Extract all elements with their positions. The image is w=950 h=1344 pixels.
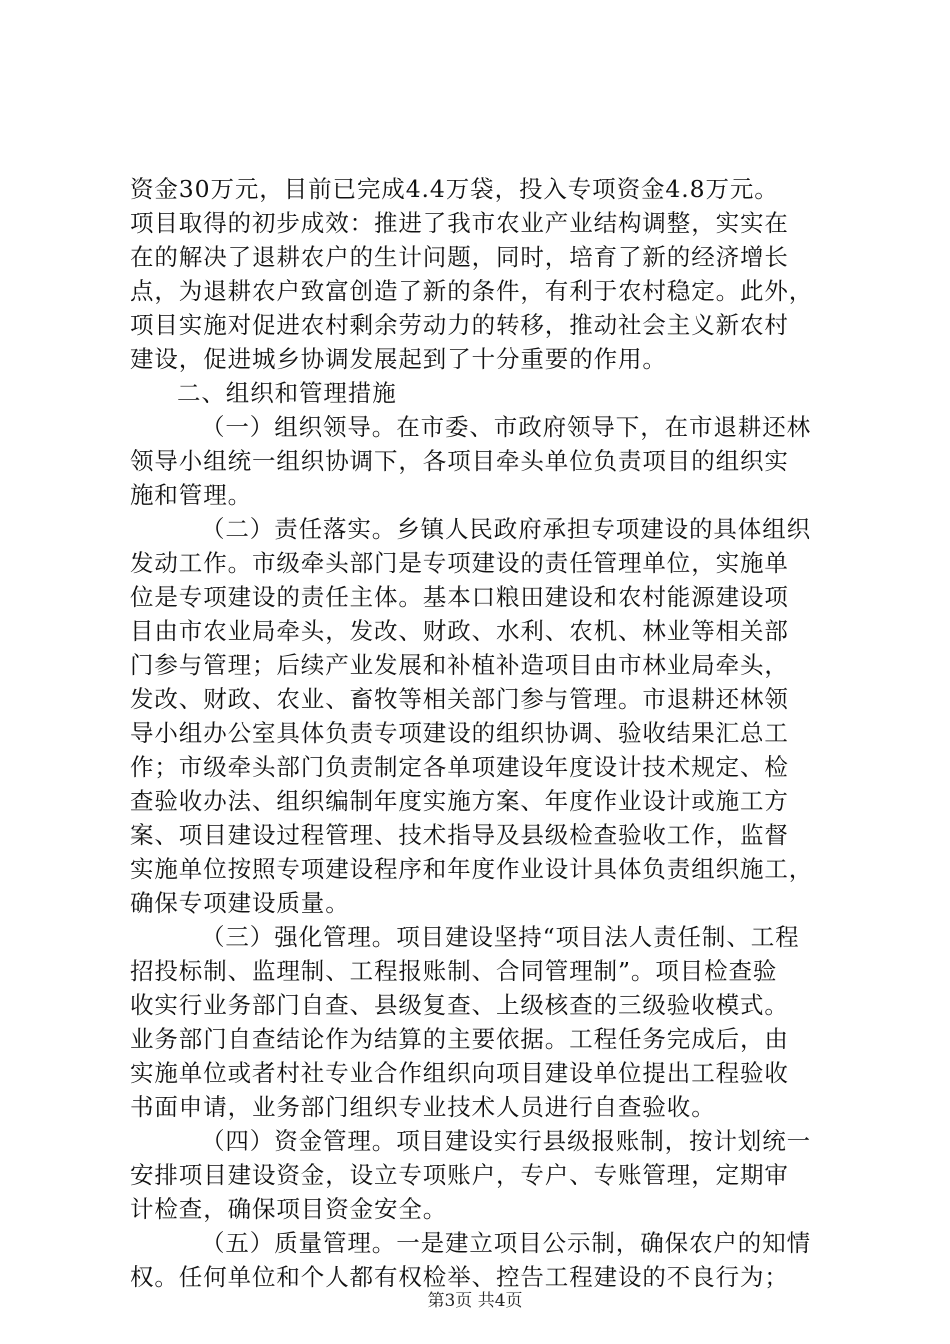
document-body xyxy=(130,172,836,1294)
text-line: 实施单位按照专项建设程序和年度作业设计具体负责组织施工， xyxy=(130,855,814,883)
text-line: 权。任何单位和个人都有权检举、控告工程建设的不良行为； xyxy=(130,1263,789,1291)
paragraph-first-line: （二）责任落实。乡镇人民政府承担专项建设的具体组织 xyxy=(201,515,811,543)
text-line: 作；市级牵头部门负责制定各单项建设年度设计技术规定、检 xyxy=(130,753,789,781)
text-line: 招投标制、监理制、工程报账制、合同管理制”。项目检查验 xyxy=(130,957,778,985)
text-line: 目由市农业局牵头，发改、财政、水利、农机、林业等相关部 xyxy=(130,617,789,645)
text-line: 实施单位或者村社专业合作组织向项目建设单位提出工程验收 xyxy=(130,1059,789,1087)
text-line: 确保专项建设质量。 xyxy=(130,889,350,917)
text-line: 项目取得的初步成效：推进了我市农业产业结构调整，实实在 xyxy=(130,209,789,237)
text-line: 收实行业务部门自查、县级复查、上级核查的三级验收模式。 xyxy=(130,991,789,1019)
text-line: 书面申请，业务部门组织专业技术人员进行自查验收。 xyxy=(130,1093,716,1121)
paragraph-first-line: （一）组织领导。在市委、市政府领导下，在市退耕还林 xyxy=(201,413,811,441)
text-line: 门参与管理；后续产业发展和补植补造项目由市林业局牵头， xyxy=(130,651,789,679)
text-line: 案、项目建设过程管理、技术指导及县级检查验收工作，监督 xyxy=(130,821,789,849)
section-heading: 二、组织和管理措施 xyxy=(177,379,397,407)
text-line: 在的解决了退耕农户的生计问题，同时，培育了新的经济增长 xyxy=(130,243,789,271)
text-line: 导小组办公室具体负责专项建设的组织协调、验收结果汇总工 xyxy=(130,719,789,747)
text-line: 位是专项建设的责任主体。基本口粮田建设和农村能源建设项 xyxy=(130,583,789,611)
text-line: 业务部门自查结论作为结算的主要依据。工程任务完成后，由 xyxy=(130,1025,789,1053)
text-line: 项目实施对促进农村剩余劳动力的转移，推动社会主义新农村 xyxy=(130,311,789,339)
text-line: 施和管理。 xyxy=(130,481,252,509)
text-line: 资金30万元，目前已完成4.4万袋，投入专项资金4.8万元。 xyxy=(130,175,779,203)
text-line: 点，为退耕农户致富创造了新的条件，有利于农村稳定。此外， xyxy=(130,277,814,305)
paragraph-first-line: （三）强化管理。项目建设坚持“项目法人责任制、工程 xyxy=(201,923,800,951)
text-line: 计检查，确保项目资金安全。 xyxy=(130,1195,448,1223)
text-line: 建设，促进城乡协调发展起到了十分重要的作用。 xyxy=(130,345,667,373)
text-line: 领导小组统一组织协调下，各项目牵头单位负责项目的组织实 xyxy=(130,447,789,475)
paragraph-first-line: （五）质量管理。一是建立项目公示制，确保农户的知情 xyxy=(201,1229,811,1257)
text-line: 发动工作。市级牵头部门是专项建设的责任管理单位，实施单 xyxy=(130,549,789,577)
text-line: 查验收办法、组织编制年度实施方案、年度作业设计或施工方 xyxy=(130,787,789,815)
page-number-footer: 第3页 共4页 xyxy=(427,1291,523,1311)
text-line: 安排项目建设资金，设立专项账户，专户、专账管理，定期审 xyxy=(130,1161,789,1189)
paragraph-first-line: （四）资金管理。项目建设实行县级报账制，按计划统一 xyxy=(201,1127,811,1155)
text-line: 发改、财政、农业、畜牧等相关部门参与管理。市退耕还林领 xyxy=(130,685,789,713)
